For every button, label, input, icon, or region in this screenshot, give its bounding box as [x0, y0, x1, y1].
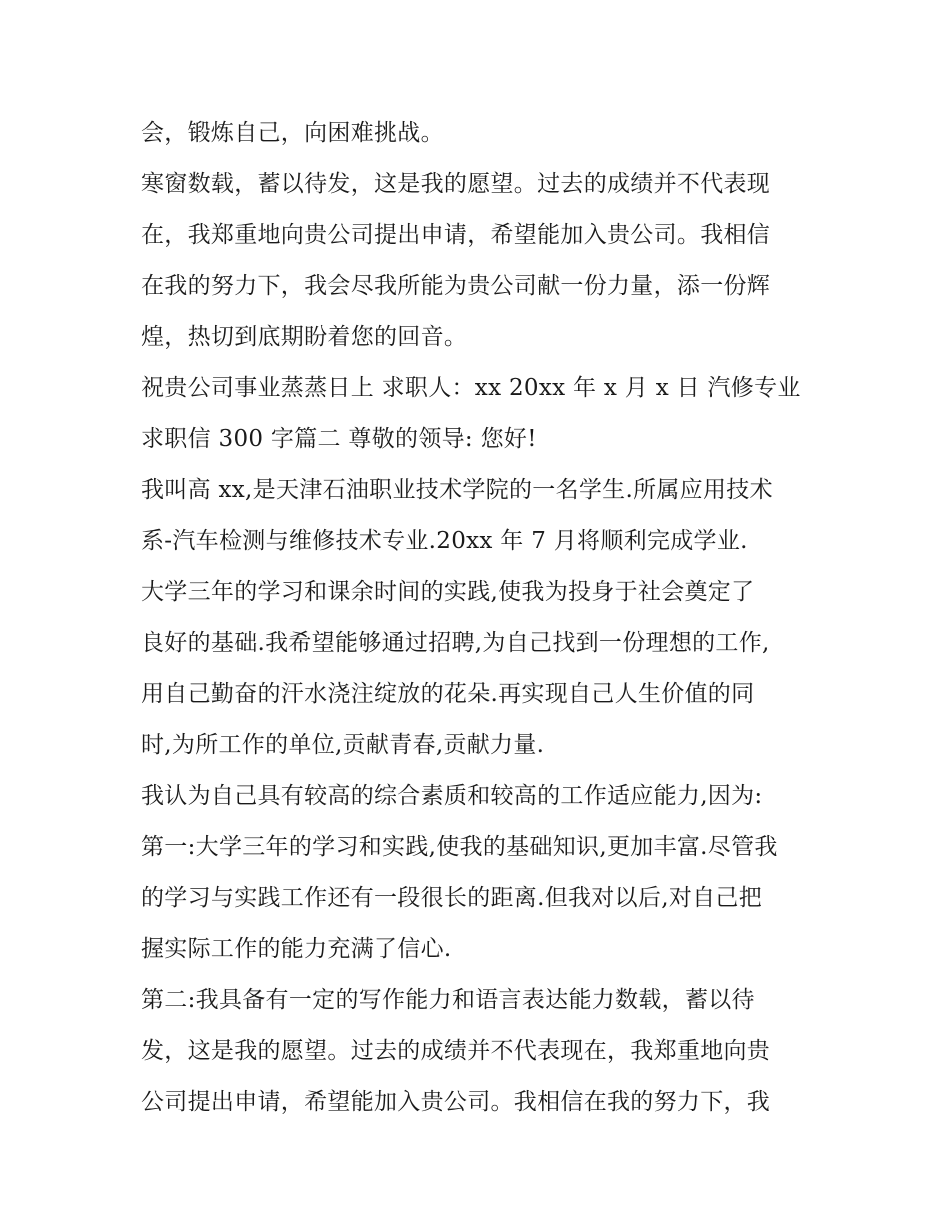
text-line: 第一:大学三年的学习和实践,使我的基础知识,更加丰富.尽管我: [141, 834, 778, 860]
text-line: 会，锻炼自己，向困难挑战。: [141, 120, 444, 146]
text-line: 用自己勤奋的汗水浇注绽放的花朵.再实现自己人生价值的同: [141, 681, 755, 707]
text-line: 我认为自己具有较高的综合素质和较高的工作适应能力,因为:: [141, 783, 763, 809]
text-line: 寒窗数载，蓄以待发，这是我的愿望。过去的成绩并不代表现: [141, 171, 771, 197]
text-line: 祝贵公司事业蒸蒸日上 求职人：xx 20xx 年 x 月 x 日 汽修专业: [141, 375, 801, 401]
text-line: 我叫高 xx,是天津石油职业技术学院的一名学生.所属应用技术: [141, 477, 773, 503]
text-line: 发，这是我的愿望。过去的成绩并不代表现在，我郑重地向贵: [141, 1038, 771, 1064]
text-line: 时,为所工作的单位,贡献青春,贡献力量.: [141, 732, 545, 758]
text-line: 第二:我具备有一定的写作能力和语言表达能力数载，蓄以待: [141, 987, 755, 1013]
text-line: 煌，热切到底期盼着您的回音。: [141, 324, 468, 350]
document-body: [141, 108, 821, 1128]
text-line: 大学三年的学习和课余时间的实践,使我为投身于社会奠定了: [141, 579, 755, 605]
text-line: 系-汽车检测与维修技术专业.20xx 年 7 月将顺利完成学业.: [141, 528, 748, 554]
text-line: 求职信 300 字篇二 尊敬的领导: 您好!: [141, 426, 537, 452]
text-line: 在，我郑重地向贵公司提出申请，希望能加入贵公司。我相信: [141, 222, 771, 248]
text-line: 公司提出申请，希望能加入贵公司。我相信在我的努力下，我: [141, 1089, 771, 1115]
text-line: 握实际工作的能力充满了信心.: [141, 936, 452, 962]
text-line: 的学习与实践工作还有一段很长的距离.但我对以后,对自己把: [141, 885, 763, 911]
text-line: 在我的努力下，我会尽我所能为贵公司献一份力量，添一份辉: [141, 273, 771, 299]
text-line: 良好的基础.我希望能够通过招聘,为自己找到一份理想的工作,: [141, 630, 770, 656]
